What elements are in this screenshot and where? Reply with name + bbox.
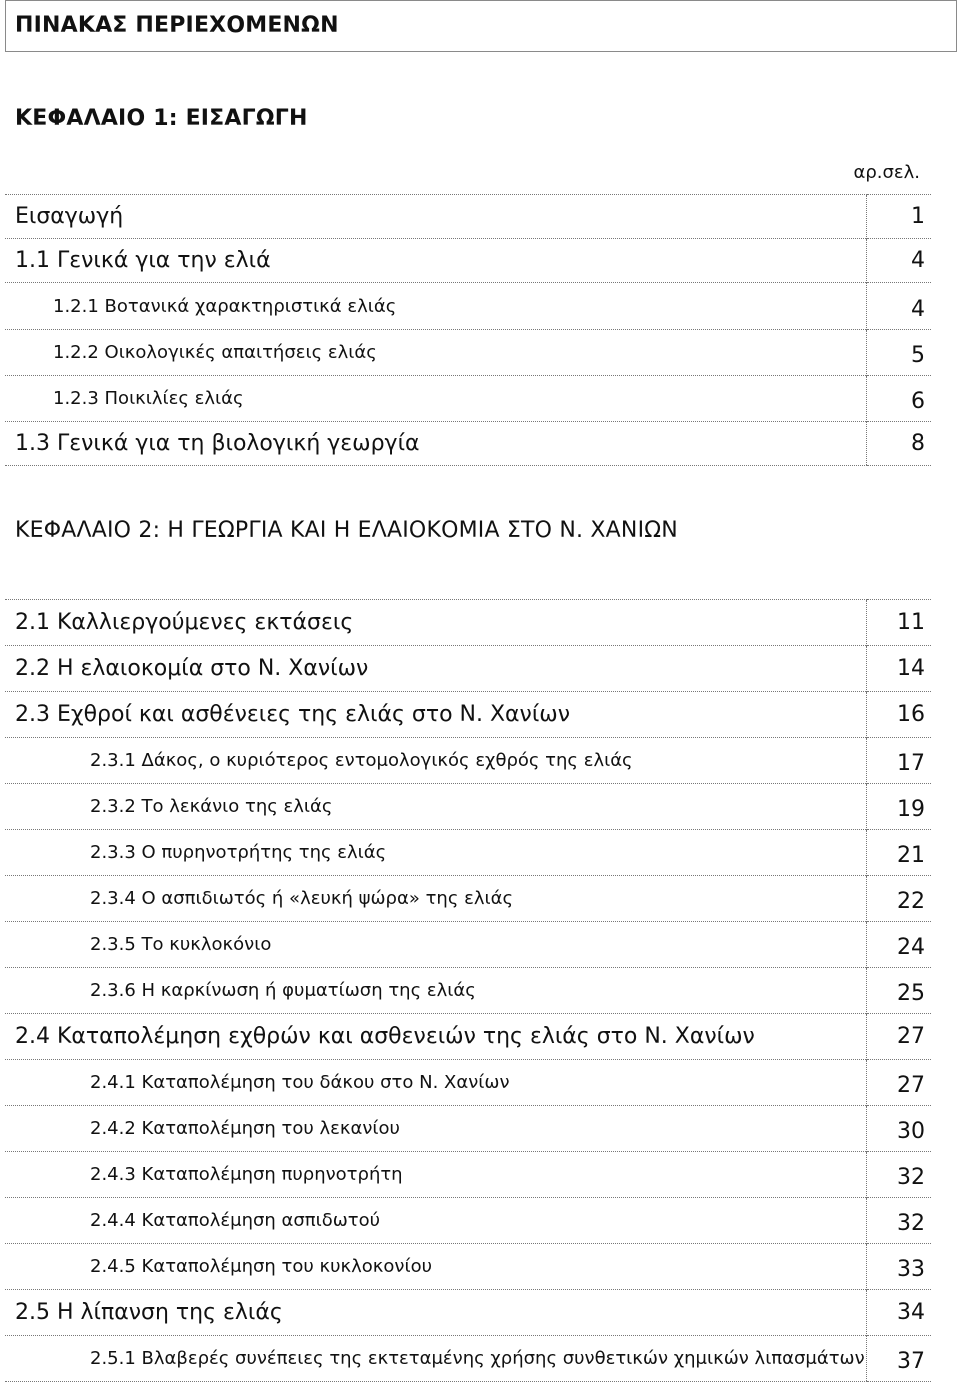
toc-entry-label: 1.3 Γενικά για τη βιολογική γεωργία	[5, 422, 866, 466]
toc-entry-label: 2.4.1 Καταπολέμηση του δάκου στο Ν. Χανίων	[5, 1060, 866, 1106]
toc-entry[interactable]	[5, 600, 931, 646]
toc-table-chapter-1	[5, 194, 931, 466]
toc-entry-label: 1.2.1 Βοτανικά χαρακτηριστικά ελιάς	[5, 283, 866, 330]
toc-entry-label: 1.2.2 Οικολογικές απαιτήσεις ελιάς	[5, 330, 866, 376]
toc-entry-page: 16	[866, 692, 931, 738]
toc-entry[interactable]	[5, 1014, 931, 1060]
toc-entry[interactable]	[5, 738, 931, 784]
toc-table-chapter-2	[5, 599, 931, 1382]
toc-entry-page: 30	[866, 1106, 931, 1152]
toc-entry-page: 17	[866, 738, 931, 784]
toc-entry-label: 2.4.2 Καταπολέμηση του λεκανίου	[5, 1106, 866, 1152]
toc-entry[interactable]	[5, 692, 931, 738]
toc-entry-page: 32	[866, 1198, 931, 1244]
toc-entry[interactable]	[5, 376, 931, 422]
toc-entry[interactable]	[5, 1198, 931, 1244]
toc-entry-label: 2.4.3 Καταπολέμηση πυρηνοτρήτη	[5, 1152, 866, 1198]
toc-entry-page: 8	[866, 422, 931, 466]
toc-entry-page: 34	[866, 1290, 931, 1336]
toc-entry-page: 37	[866, 1336, 931, 1382]
toc-entry[interactable]	[5, 239, 931, 283]
toc-entry-page: 6	[866, 376, 931, 422]
toc-entry-page: 4	[866, 239, 931, 283]
toc-entry-label: 2.3.6 Η καρκίνωση ή φυματίωση της ελιάς	[5, 968, 866, 1014]
toc-entry-page: 27	[866, 1014, 931, 1060]
toc-entry-page: 24	[866, 922, 931, 968]
toc-entry-label: 2.3.2 Το λεκάνιο της ελιάς	[5, 784, 866, 830]
toc-entry-page: 19	[866, 784, 931, 830]
toc-entry[interactable]	[5, 876, 931, 922]
toc-entry-label: 2.5.1 Βλαβερές συνέπειες της εκτεταμένης χρήσης συνθετικών χημικών λιπασμάτων	[5, 1336, 866, 1382]
toc-entry-page: 14	[866, 646, 931, 692]
toc-entry-label: Εισαγωγή	[5, 195, 866, 239]
toc-entry-page: 33	[866, 1244, 931, 1290]
toc-entry-page: 5	[866, 330, 931, 376]
toc-entry-label: 2.3.4 Ο ασπιδιωτός ή «λευκή ψώρα» της ελιάς	[5, 876, 866, 922]
toc-entry[interactable]	[5, 1152, 931, 1198]
page-number-column-header: αρ.σελ.	[853, 162, 920, 183]
toc-entry[interactable]	[5, 1106, 931, 1152]
toc-entry[interactable]	[5, 1244, 931, 1290]
toc-entry[interactable]	[5, 330, 931, 376]
toc-entry-label: 2.3.1 Δάκος, ο κυριότερος εντομολογικός εχθρός της ελιάς	[5, 738, 866, 784]
toc-entry-page: 1	[866, 195, 931, 239]
chapter-2-heading: ΚΕΦΑΛΑΙΟ 2: Η ΓΕΩΡΓΙΑ ΚΑΙ Η ΕΛΑΙΟΚΟΜΙΑ ΣΤΟ Ν. ΧΑΝΙΩΝ	[15, 518, 678, 543]
toc-entry[interactable]	[5, 283, 931, 330]
toc-entry-page: 27	[866, 1060, 931, 1106]
toc-entry[interactable]	[5, 646, 931, 692]
toc-entry[interactable]	[5, 830, 931, 876]
toc-entry-page: 21	[866, 830, 931, 876]
toc-entry-page: 32	[866, 1152, 931, 1198]
toc-entry-label: 2.1 Καλλιεργούμενες εκτάσεις	[5, 600, 866, 646]
toc-entry[interactable]	[5, 922, 931, 968]
toc-entry-page: 22	[866, 876, 931, 922]
chapter-1-heading: ΚΕΦΑΛΑΙΟ 1: ΕΙΣΑΓΩΓΗ	[15, 106, 308, 131]
toc-entry[interactable]	[5, 784, 931, 830]
toc-entry[interactable]	[5, 968, 931, 1014]
toc-entry-label: 2.4 Καταπολέμηση εχθρών και ασθενειών της ελιάς στο Ν. Χανίων	[5, 1014, 866, 1060]
toc-entry-page: 25	[866, 968, 931, 1014]
page-title: ΠΙΝΑΚΑΣ ΠΕΡΙΕΧΟΜΕΝΩΝ	[5, 0, 957, 52]
toc-entry-label: 2.2 Η ελαιοκομία στο Ν. Χανίων	[5, 646, 866, 692]
toc-entry[interactable]	[5, 1060, 931, 1106]
toc-entry-label: 1.1 Γενικά για την ελιά	[5, 239, 866, 283]
toc-entry-label: 2.3.5 Το κυκλοκόνιο	[5, 922, 866, 968]
toc-entry-label: 1.2.3 Ποικιλίες ελιάς	[5, 376, 866, 422]
toc-entry[interactable]	[5, 1336, 931, 1382]
toc-entry-label: 2.4.5 Καταπολέμηση του κυκλοκονίου	[5, 1244, 866, 1290]
toc-entry[interactable]	[5, 422, 931, 466]
toc-entry-page: 4	[866, 283, 931, 330]
toc-entry[interactable]	[5, 1290, 931, 1336]
toc-entry-label: 2.3 Εχθροί και ασθένειες της ελιάς στο Ν. Χανίων	[5, 692, 866, 738]
toc-entry-label: 2.4.4 Καταπολέμηση ασπιδωτού	[5, 1198, 866, 1244]
toc-entry[interactable]	[5, 195, 931, 239]
toc-entry-label: 2.3.3 Ο πυρηνοτρήτης της ελιάς	[5, 830, 866, 876]
toc-entry-label: 2.5 Η λίπανση της ελιάς	[5, 1290, 866, 1336]
toc-entry-page: 11	[866, 600, 931, 646]
